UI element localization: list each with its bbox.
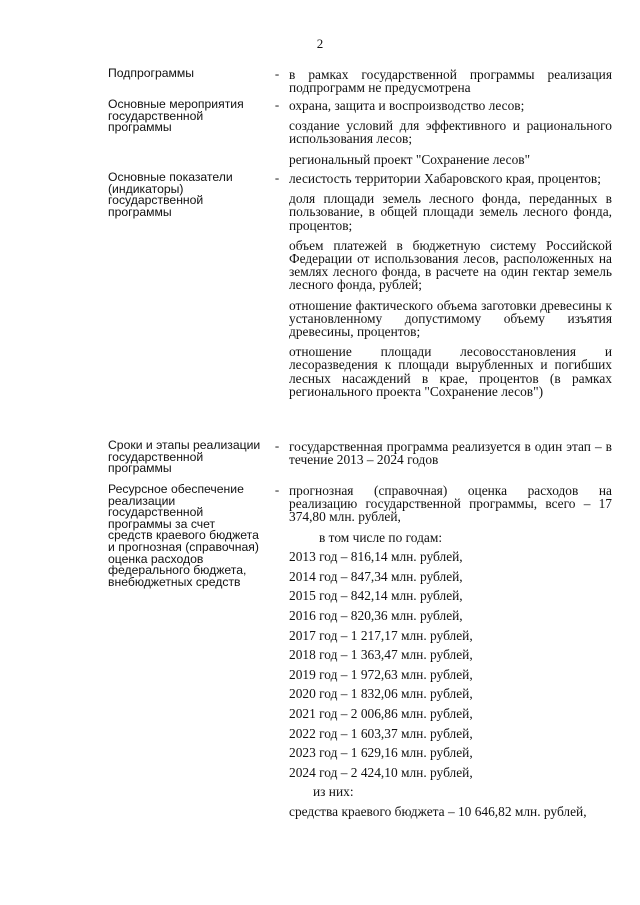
list-item: объем платежей в бюджетную систему Российской Федерации от использования лесов, расположенных на землях лесного фонда, в расчете на один гектар земель лесного фонда, рублей;	[289, 237, 612, 293]
dash-separator: -	[274, 66, 280, 81]
by-years-label: в том числе по годам:	[319, 529, 443, 545]
year-item: 2016 год – 820,36 млн. рублей,	[289, 607, 463, 623]
year-item: 2019 год – 1 972,63 млн. рублей,	[289, 666, 473, 682]
year-item: 2013 год – 816,14 млн. рублей,	[289, 549, 463, 565]
row-label: Основные показатели (индикаторы) государственной программы	[108, 170, 233, 219]
list-item: отношение площади лесовосстановления и лесоразведения к площади вырубленных и погибших лесных насаждений в крае, процентов (в рамках регионального проекта "Сохранение лесов")	[289, 344, 612, 399]
year-item: 2023 год – 1 629,16 млн. рублей,	[289, 745, 473, 761]
row-label: Основные мероприятия государственной программы	[108, 97, 244, 135]
year-item: 2021 год – 2 006,86 млн. рублей,	[289, 705, 473, 721]
year-item: 2015 год – 842,14 млн. рублей,	[289, 588, 463, 604]
list-item: региональный проект "Сохранение лесов"	[289, 151, 531, 167]
paragraph: в рамках государственной программы реализация подпрограмм не предусмотрена	[289, 67, 612, 96]
row-label: Ресурсное обеспечение реализации государственной программы за счет средств краевого бюджета и прогнозная (справочная) оценка расходов федерального бюджета, внебюджетных средств	[108, 482, 259, 589]
row-content	[289, 68, 612, 101]
paragraph: прогнозная (справочная) оценка расходов на реализацию государственной программы, всего – 17 374,80 млн. рублей,	[289, 483, 612, 525]
row-content	[289, 440, 612, 473]
row-content	[289, 484, 612, 826]
page-number: 2	[316, 36, 324, 51]
dash-separator: -	[274, 438, 280, 453]
year-item: 2020 год – 1 832,06 млн. рублей,	[289, 686, 473, 702]
year-item: 2017 год – 1 217,17 млн. рублей,	[289, 627, 473, 643]
row-label: Подпрограммы	[108, 66, 195, 80]
row-content	[289, 99, 612, 173]
year-item: 2014 год – 847,34 млн. рублей,	[289, 568, 463, 584]
row-content	[289, 172, 612, 405]
list-item: лесистость территории Хабаровского края, процентов;	[289, 171, 601, 186]
year-item: 2018 год – 1 363,47 млн. рублей,	[289, 647, 473, 663]
paragraph: средства краевого бюджета – 10 646,82 млн. рублей,	[289, 804, 587, 820]
row-label: Сроки и этапы реализации государственной программы	[108, 438, 261, 476]
list-item: создание условий для эффективного и рационального использования лесов;	[289, 118, 612, 147]
list-item: охрана, защита и воспроизводство лесов;	[289, 98, 525, 113]
year-item: 2024 год – 2 424,10 млн. рублей,	[289, 764, 473, 780]
paragraph: государственная программа реализуется в один этап – в течение 2013 – 2024 годов	[289, 439, 612, 468]
year-item: 2022 год – 1 603,37 млн. рублей,	[289, 725, 473, 741]
dash-separator: -	[274, 170, 280, 185]
dash-separator: -	[274, 97, 280, 112]
list-item: отношение фактического объема заготовки древесины к установленному допустимому объему изъятия древесины, процентов;	[289, 297, 612, 340]
of-them-label: из них:	[313, 784, 354, 800]
dash-separator: -	[274, 482, 280, 497]
list-item: доля площади земель лесного фонда, переданных в пользование, в общей площади земель лесного фонда, процентов;	[289, 191, 612, 233]
